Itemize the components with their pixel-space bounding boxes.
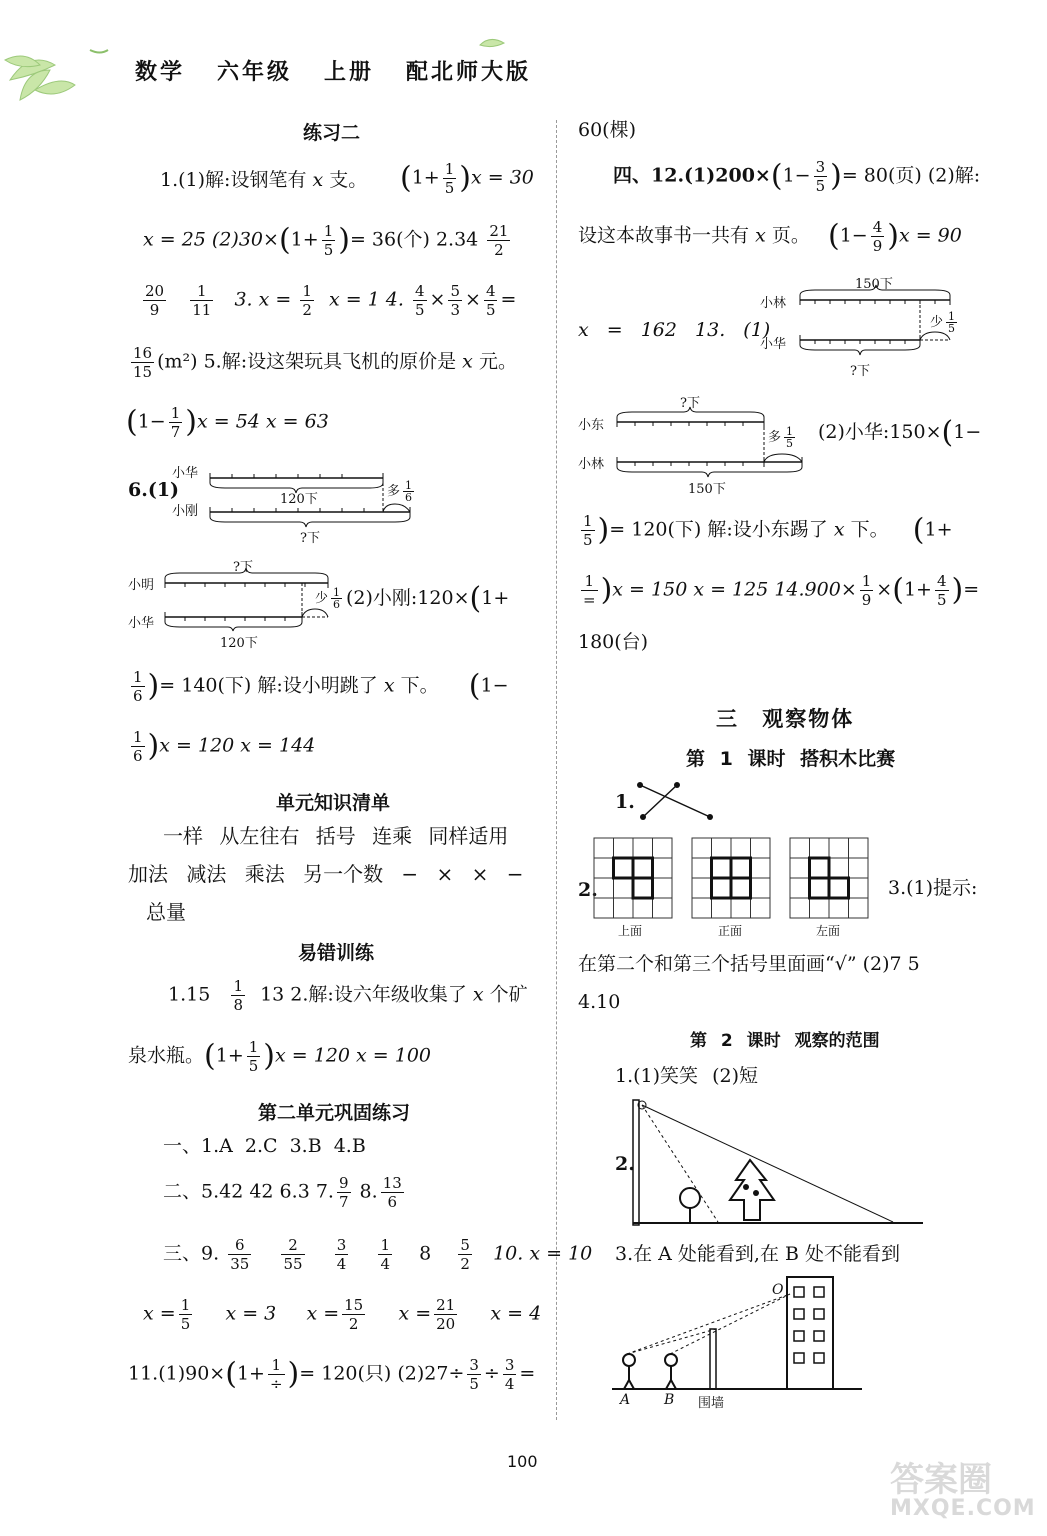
header-edition: 配北师大版	[406, 59, 532, 85]
fraction: $\frac{5}{2}$	[460, 1236, 470, 1273]
text: 下。	[400, 674, 439, 697]
diagram2-bottom-label: 小华	[128, 616, 155, 631]
text: 泉水瓶。	[128, 1044, 205, 1067]
text: x = 25 (2)30×	[143, 228, 279, 251]
diagram4-mid-label: 150下	[688, 482, 726, 497]
fraction: $\frac{3}{4}$	[336, 1236, 347, 1273]
q6-label: 6.(1)	[128, 479, 180, 501]
unit-knowledge-title: 单元知识清单	[276, 792, 391, 814]
text: 个矿	[489, 983, 528, 1006]
line-3: $\frac{20}{9}$ $\frac{1}{11}$ 3. x = $\frac{1}{2}$ x = 1 4. $\frac{4}{5}$ × $\frac{5}{3}$ × $\frac{4}{5}$ =	[145, 282, 517, 319]
fraction: $\frac{1}{=}$	[583, 572, 596, 609]
small-tree-icon	[680, 1188, 700, 1223]
lesson1-q1-label: 1.	[615, 791, 635, 813]
text: x = 90	[898, 224, 962, 247]
chapter-3-title: 三 观察物体	[716, 707, 855, 731]
fraction: $\frac{1}{9}$	[861, 572, 872, 609]
text: 三、9.	[163, 1242, 220, 1265]
line-5: (1− $\frac{1}{7}$ )x = 54 x = 63	[126, 404, 329, 441]
figure-label-B: B	[664, 1392, 675, 1408]
line-7: $\frac{1}{6}$ )= 140(下) 解:设小明跳了 x 下。 (1−	[133, 668, 509, 705]
text: 1.(1)解:设钢笔有	[160, 169, 307, 191]
lesson2-q1: 1.(1)笑笑 (2)短	[615, 1065, 758, 1087]
header	[135, 55, 531, 86]
line-segment-diagram-3	[795, 290, 965, 360]
text: ×	[876, 578, 893, 601]
text: 1+	[290, 228, 319, 251]
text: 下。	[850, 518, 889, 541]
line-segment-diagram-4	[612, 412, 817, 482]
text: 8	[419, 1242, 432, 1265]
header-subject: 数学	[135, 59, 186, 85]
leaf-small-icon	[478, 35, 508, 55]
fraction: $\frac{1}{5}$	[444, 160, 455, 197]
fraction: $\frac{15}{2}$	[344, 1296, 364, 1333]
lesson1-q2-label: 2.	[578, 879, 598, 901]
text: = 36(个) 2.34	[349, 228, 479, 251]
text: x = 150 x = 125 14.900×	[612, 578, 857, 601]
diagram3-question-label: ?下	[850, 364, 870, 379]
lesson-2-title: 第 2 课时 观察的范围	[690, 1031, 880, 1051]
r-line-4	[578, 318, 770, 342]
q1-equation: (1+ $\frac{1}{5}$ )x = 30	[400, 160, 534, 197]
lesson1-line-2: 在第二个和第三个括号里面画“√” (2)7 5	[578, 953, 920, 975]
fraction: $\frac{1}{7}$	[170, 404, 181, 441]
text: 1+	[903, 578, 932, 601]
q6-part2: (2)小刚:120×(1+	[346, 581, 510, 616]
lesson1-line-3: 4.10	[578, 991, 621, 1013]
q1-line-1	[160, 168, 367, 192]
grid-label-left: 左面	[816, 924, 841, 938]
var-x: x	[833, 518, 845, 541]
var-x: x	[312, 169, 324, 191]
text: 1−	[839, 224, 868, 247]
text: =	[519, 1362, 536, 1385]
text: 10. x = 10	[493, 1242, 593, 1265]
r-line-3: 设这本故事书一共有 x 页。 (1− $\frac{4}{9}$ )x = 90	[578, 218, 962, 255]
diagram1-bottom-label: 小刚	[172, 504, 199, 519]
text: =	[963, 578, 980, 601]
line-segment-diagram-1	[205, 470, 420, 530]
text: 1+	[215, 1044, 244, 1067]
r-line-6: $\frac{1}{5}$ )= 120(下) 解:设小东踢了 x 下。 (1+	[583, 512, 953, 549]
diagram3-top-label: 小林	[760, 296, 787, 311]
fraction: $\frac{1}{5}$	[583, 512, 593, 549]
fraction: $\frac{1}{8}$	[233, 977, 243, 1014]
figure-label-A: A	[620, 1392, 631, 1408]
fraction: $\frac{1}{6}$	[133, 728, 143, 765]
text: (2)小刚:120×	[346, 587, 470, 609]
diagram2-question-label: ?下	[233, 560, 253, 575]
review-line-4: x = $\frac{1}{5}$ x = 3 x = $\frac{15}{2}$ x = $\frac{21}{20}$ x = 4	[143, 1296, 542, 1333]
lesson2-q3: 3.在 A 处能看到,在 B 处不能看到	[615, 1243, 901, 1265]
text: x = 162 13. (1)	[578, 319, 771, 341]
diagram4-question-label: ?下	[680, 396, 700, 411]
fraction: $\frac{1}{5}$	[180, 1296, 191, 1333]
observation-range-figure	[628, 1095, 928, 1225]
text: = 80(页) (2)解:	[841, 164, 981, 187]
fraction: $\frac{4}{5}$	[415, 282, 425, 319]
diagram4-top-label: 小东	[578, 418, 605, 433]
fraction: $\frac{1}{6}$	[133, 668, 143, 705]
var-x: x	[462, 350, 473, 373]
fraction: $\frac{1}{5}$	[323, 222, 334, 259]
grid-view-left	[790, 838, 870, 920]
text: x = 120 x = 144	[159, 734, 316, 757]
text: x = 30	[471, 166, 534, 189]
text: 1+	[411, 166, 440, 189]
diagram1-more-label: 多 $\frac{1}{6}$	[387, 479, 413, 504]
diagram1-top-label: 小华	[172, 466, 199, 481]
watermark-logo: 答案圈	[890, 1460, 992, 1500]
fraction: $\frac{3}{5}$	[469, 1356, 479, 1393]
unit-line-3: 总量	[146, 900, 186, 924]
fraction: $\frac{13}{6}$	[382, 1174, 402, 1211]
figure-label-wall: 围墙	[698, 1396, 725, 1411]
error-line-2: 泉水瓶。(1+ $\frac{1}{5}$ )x = 120 x = 100	[128, 1038, 432, 1075]
grid-label-top: 上面	[618, 924, 643, 938]
text: 1−	[137, 410, 166, 433]
text: 二、5.42 42 6.3 7.	[163, 1180, 334, 1203]
review-line-1: 一、1.A 2.C 3.B 4.B	[163, 1135, 366, 1157]
fraction: $\frac{3}{4}$	[504, 1356, 515, 1393]
diagram3-mid-label: 150下	[855, 277, 893, 292]
fraction: $\frac{2}{55}$	[283, 1236, 303, 1273]
fraction: $\frac{5}{3}$	[450, 282, 461, 319]
fraction: $\frac{1}{11}$	[192, 282, 212, 319]
text: 支。	[329, 169, 368, 191]
error-training-title: 易错训练	[298, 942, 375, 964]
leaf-decoration-icon	[0, 20, 120, 120]
person-a-icon	[623, 1354, 635, 1389]
text: 11.(1)90×	[128, 1362, 226, 1385]
text: 3. x =	[234, 288, 292, 311]
r-line-2: 四、12.(1)200×(1− $\frac{3}{5}$ )= 80(页) (2)解:	[613, 158, 981, 195]
text: 1+	[481, 587, 510, 609]
diagram4-more-label: 多 $\frac{1}{5}$	[768, 425, 794, 450]
exercise-2-title: 练习二	[303, 122, 361, 144]
text: ÷	[483, 1362, 500, 1385]
text: 1+	[924, 518, 953, 541]
text: = 120(下) 解:设小东踢了	[609, 518, 828, 541]
diagram4-bottom-label: 小林	[578, 457, 605, 472]
fraction: $\frac{4}{5}$	[936, 572, 947, 609]
fraction: $\frac{20}{9}$	[145, 282, 165, 319]
review-title: 第二单元巩固练习	[258, 1102, 411, 1124]
r-line-5: (2)小华:150×(1−	[818, 415, 982, 450]
text: (2)小华:150×	[818, 421, 942, 443]
fraction: $\frac{4}{5}$	[485, 282, 496, 319]
text: 13 2.解:设六年级收集了	[260, 983, 467, 1006]
r-line-8: 180(台)	[578, 631, 649, 653]
text: 设这本故事书一共有	[578, 224, 750, 247]
diagram3-less-label: 少 $\frac{1}{5}$	[930, 310, 956, 335]
building-wall-figure	[612, 1272, 867, 1402]
column-divider	[556, 120, 557, 1420]
grid-label-front: 正面	[718, 924, 743, 938]
var-x: x	[383, 674, 395, 697]
fraction: $\frac{3}{5}$	[815, 158, 826, 195]
diagram2-less-label: 少 $\frac{1}{6}$	[315, 586, 341, 611]
text: 8.	[359, 1180, 378, 1203]
line-4	[128, 344, 517, 381]
diagram1-mid-label: 120下	[280, 492, 318, 507]
text: 1−	[480, 674, 509, 697]
unit-line-1: 一样 从左往右 括号 连乘 同样适用	[163, 824, 509, 848]
person-b-icon	[665, 1354, 677, 1389]
text: x = 1 4.	[328, 288, 404, 311]
fraction: $\frac{21}{20}$	[436, 1296, 456, 1333]
var-x: x	[472, 983, 484, 1006]
r-line-1: 60(棵)	[578, 119, 637, 141]
header-grade: 六年级	[217, 59, 293, 85]
diagram2-mid-label: 120下	[220, 636, 258, 651]
text: 四、12.(1)200×	[613, 164, 771, 187]
header-volume: 上册	[324, 59, 375, 85]
text: =	[500, 288, 517, 311]
fraction: $\frac{9}{7}$	[338, 1174, 349, 1211]
lesson2-q2-label: 2.	[615, 1153, 635, 1175]
unit-line-2: 加法 减法 乘法 另一个数 − × × −	[128, 862, 524, 886]
fraction: $\frac{21}{2}$	[489, 222, 509, 259]
text: x = 120 x = 100	[275, 1044, 432, 1067]
fraction: $\frac{1}{4}$	[380, 1236, 390, 1273]
diagram3-bottom-label: 小华	[760, 337, 787, 352]
page-number: 100	[507, 1452, 538, 1471]
text: 1−	[953, 421, 982, 443]
fraction: $\frac{6}{35}$	[230, 1236, 250, 1273]
text: 页。	[771, 224, 810, 247]
r-line-7: $\frac{1}{=}$ )x = 150 x = 125 14.900× $\frac{1}{9}$ ×(1+ $\frac{4}{5}$ )=	[583, 572, 980, 609]
text: 1−	[782, 164, 811, 187]
text: 1.15	[168, 983, 211, 1006]
big-tree-icon	[730, 1160, 774, 1220]
q1-line-2: x = 25 (2)30×(1+ $\frac{1}{5}$ )= 36(个) 2.34 $\frac{21}{2}$	[143, 222, 509, 259]
fraction: $\frac{1}{5}$	[248, 1038, 259, 1075]
error-line-1	[168, 977, 528, 1014]
review-line-5: 11.(1)90×(1+ $\frac{1}{\div}$ )= 120(只) (2)27÷ $\frac{3}{5}$ ÷ $\frac{3}{4}$ =	[128, 1356, 536, 1393]
var-x: x	[755, 224, 766, 247]
fraction: $\frac{1}{2}$	[302, 282, 312, 319]
diagram2-top-label: 小明	[128, 578, 155, 593]
fraction: $\frac{4}{9}$	[872, 218, 883, 255]
text: (m²) 5.解:设这架玩具飞机的原价是	[157, 350, 457, 373]
line-8: $\frac{1}{6}$ )x = 120 x = 144	[133, 728, 316, 765]
lesson-1-title: 第 1 课时 搭积木比赛	[686, 748, 896, 770]
text: 元。	[478, 350, 517, 373]
lesson1-q3: 3.(1)提示:	[888, 877, 978, 899]
text: 1+	[236, 1362, 265, 1385]
diagram1-question-label: ?下	[300, 531, 320, 546]
review-line-3	[163, 1236, 592, 1273]
watermark-url: MXQE.COM	[890, 1496, 1036, 1521]
grid-view-front	[692, 838, 772, 920]
figure-label-O: O	[772, 1282, 784, 1298]
matching-lines-figure	[635, 775, 725, 825]
text: = 140(下) 解:设小明跳了	[159, 674, 378, 697]
fraction: $\frac{1}{\div}$	[269, 1356, 283, 1393]
fraction: $\frac{16}{15}$	[133, 344, 153, 381]
line-segment-diagram-2	[160, 575, 340, 630]
text: x = 54 x = 63	[197, 410, 329, 433]
review-line-2	[163, 1174, 407, 1211]
grid-view-top	[594, 838, 674, 920]
text: = 120(只) (2)27÷	[299, 1362, 465, 1385]
